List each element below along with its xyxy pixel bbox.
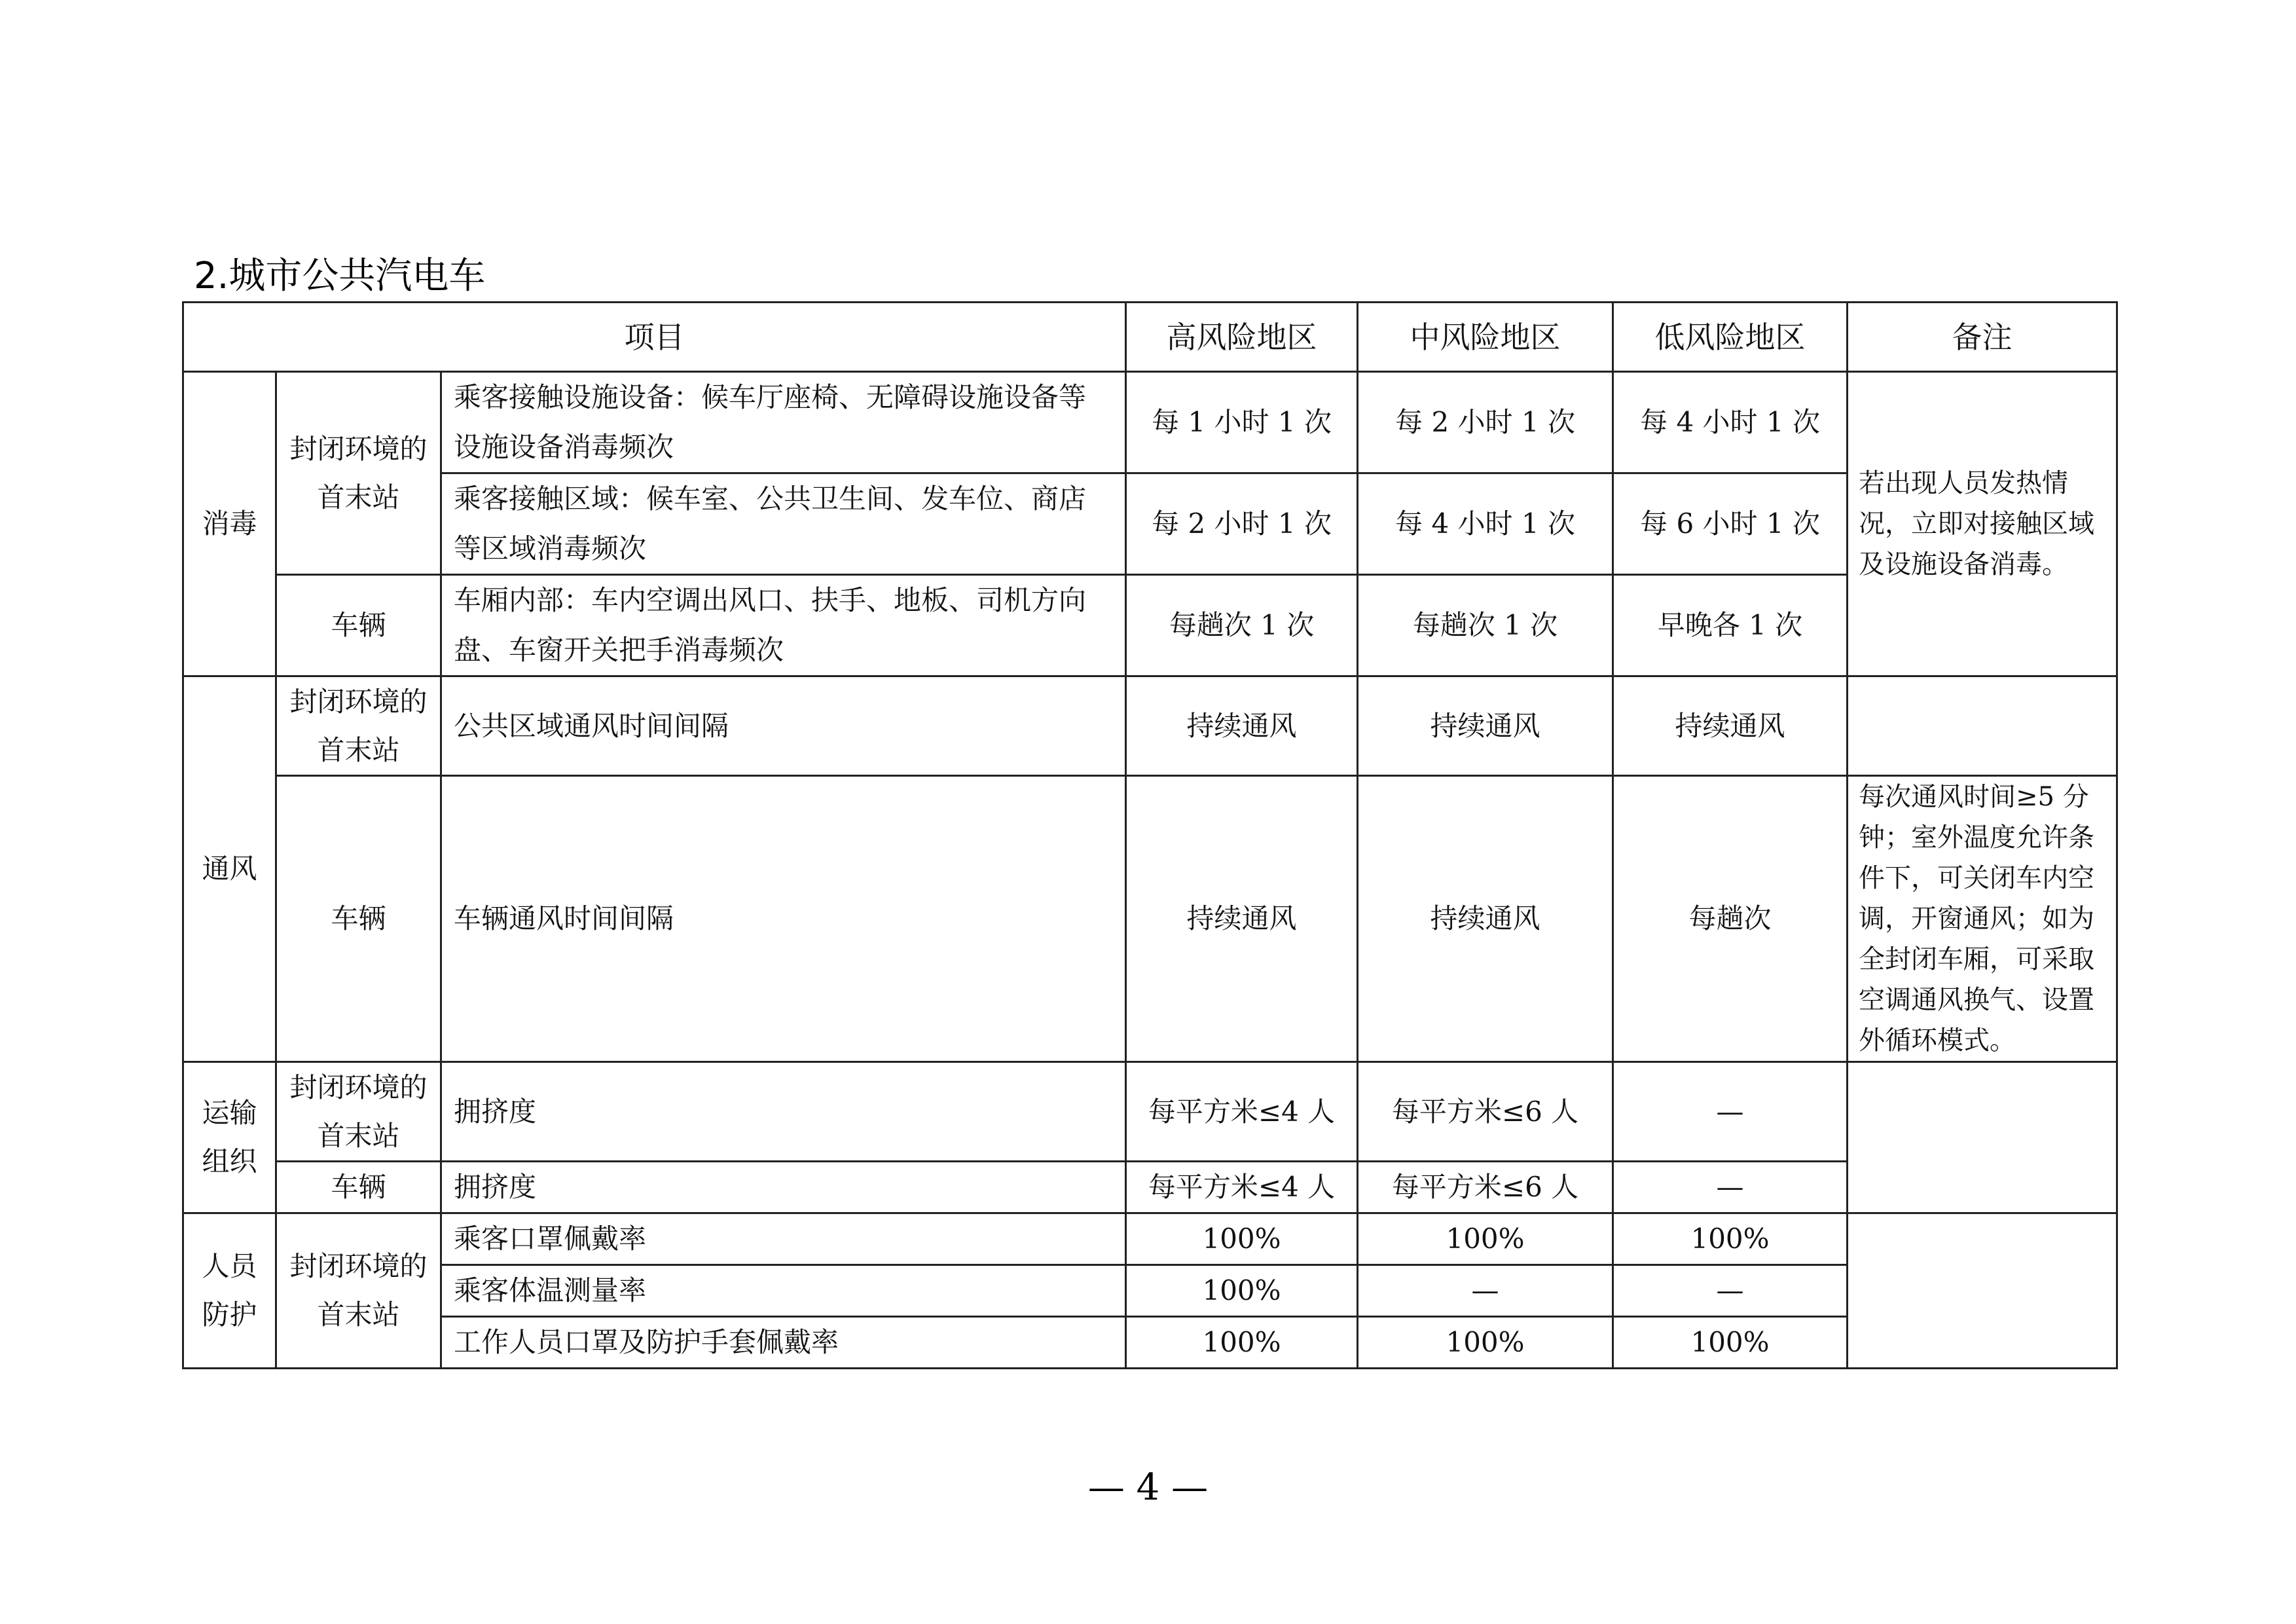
item-cell: 公共区域通风时间间隔 (441, 676, 1126, 776)
table-row (183, 473, 2117, 575)
low-cell: 持续通风 (1613, 676, 1848, 776)
high-cell: 每平方米≤4 人 (1126, 1162, 1358, 1213)
high-cell: 每 2 小时 1 次 (1126, 473, 1358, 575)
low-cell: 早晚各 1 次 (1613, 575, 1848, 676)
header-mid-risk: 中风险地区 (1358, 303, 1613, 372)
high-cell: 每平方米≤4 人 (1126, 1062, 1358, 1162)
item-cell: 乘客接触区域：候车室、公共卫生间、发车位、商店等区域消毒频次 (441, 473, 1126, 575)
table-row (183, 1162, 2117, 1213)
table-row (183, 575, 2117, 676)
page-number: — 4 — (1087, 1466, 1209, 1509)
note-disinfect: 若出现人员发热情况，立即对接触区域及设施设备消毒。 (1848, 372, 2117, 676)
table-row (183, 776, 2117, 1062)
note-empty (1848, 1062, 2117, 1213)
mid-cell: 每趟次 1 次 (1358, 575, 1613, 676)
category-disinfect: 消毒 (183, 372, 276, 676)
high-cell: 持续通风 (1126, 776, 1358, 1062)
mid-cell: 100% (1358, 1213, 1613, 1265)
measures-table (182, 301, 2118, 1369)
high-cell: 100% (1126, 1317, 1358, 1369)
high-cell: 持续通风 (1126, 676, 1358, 776)
header-high-risk: 高风险地区 (1126, 303, 1358, 372)
table-row (183, 1062, 2117, 1162)
low-cell: 每趟次 (1613, 776, 1848, 1062)
low-cell: — (1613, 1062, 1848, 1162)
table-row (183, 1317, 2117, 1369)
mid-cell: 每 2 小时 1 次 (1358, 372, 1613, 473)
item-cell: 拥挤度 (441, 1162, 1126, 1213)
subcategory-station: 封闭环境的首末站 (276, 1062, 441, 1162)
mid-cell: 每 4 小时 1 次 (1358, 473, 1613, 575)
mid-cell: 100% (1358, 1317, 1613, 1369)
item-cell: 拥挤度 (441, 1062, 1126, 1162)
item-cell: 乘客接触设施设备：候车厅座椅、无障碍设施设备等设施设备消毒频次 (441, 372, 1126, 473)
table-row (183, 1213, 2117, 1265)
note-empty (1848, 676, 2117, 776)
category-transport: 运输组织 (183, 1062, 276, 1213)
low-cell: 100% (1613, 1317, 1848, 1369)
header-item: 项目 (183, 303, 1126, 372)
subcategory-vehicle: 车辆 (276, 575, 441, 676)
high-cell: 100% (1126, 1213, 1358, 1265)
header-note: 备注 (1848, 303, 2117, 372)
table-row (183, 676, 2117, 776)
note-empty (1848, 1213, 2117, 1369)
high-cell: 每趟次 1 次 (1126, 575, 1358, 676)
subcategory-vehicle: 车辆 (276, 1162, 441, 1213)
table-row (183, 1265, 2117, 1317)
low-cell: — (1613, 1265, 1848, 1317)
item-cell: 车辆通风时间间隔 (441, 776, 1126, 1062)
low-cell: 每 4 小时 1 次 (1613, 372, 1848, 473)
item-cell: 乘客口罩佩戴率 (441, 1213, 1126, 1265)
mid-cell: 持续通风 (1358, 776, 1613, 1062)
mid-cell: 每平方米≤6 人 (1358, 1062, 1613, 1162)
subcategory-vehicle: 车辆 (276, 776, 441, 1062)
item-cell: 车厢内部：车内空调出风口、扶手、地板、司机方向盘、车窗开关把手消毒频次 (441, 575, 1126, 676)
header-row (183, 303, 2117, 372)
category-protect: 人员防护 (183, 1213, 276, 1369)
note-ventilate: 每次通风时间≥5 分钟；室外温度允许条件下，可关闭车内空调，开窗通风；如为全封闭车厢，可采取空调通风换气、设置外循环模式。 (1848, 776, 2117, 1062)
header-low-risk: 低风险地区 (1613, 303, 1848, 372)
table-row (183, 372, 2117, 473)
category-ventilate: 通风 (183, 676, 276, 1062)
low-cell: — (1613, 1162, 1848, 1213)
high-cell: 每 1 小时 1 次 (1126, 372, 1358, 473)
subcategory-station: 封闭环境的首末站 (276, 676, 441, 776)
subcategory-station: 封闭环境的首末站 (276, 372, 441, 575)
high-cell: 100% (1126, 1265, 1358, 1317)
low-cell: 每 6 小时 1 次 (1613, 473, 1848, 575)
item-cell: 工作人员口罩及防护手套佩戴率 (441, 1317, 1126, 1369)
subcategory-station: 封闭环境的首末站 (276, 1213, 441, 1369)
low-cell: 100% (1613, 1213, 1848, 1265)
item-cell: 乘客体温测量率 (441, 1265, 1126, 1317)
mid-cell: 每平方米≤6 人 (1358, 1162, 1613, 1213)
mid-cell: 持续通风 (1358, 676, 1613, 776)
section-title: 2.城市公共汽电车 (194, 255, 486, 297)
mid-cell: — (1358, 1265, 1613, 1317)
